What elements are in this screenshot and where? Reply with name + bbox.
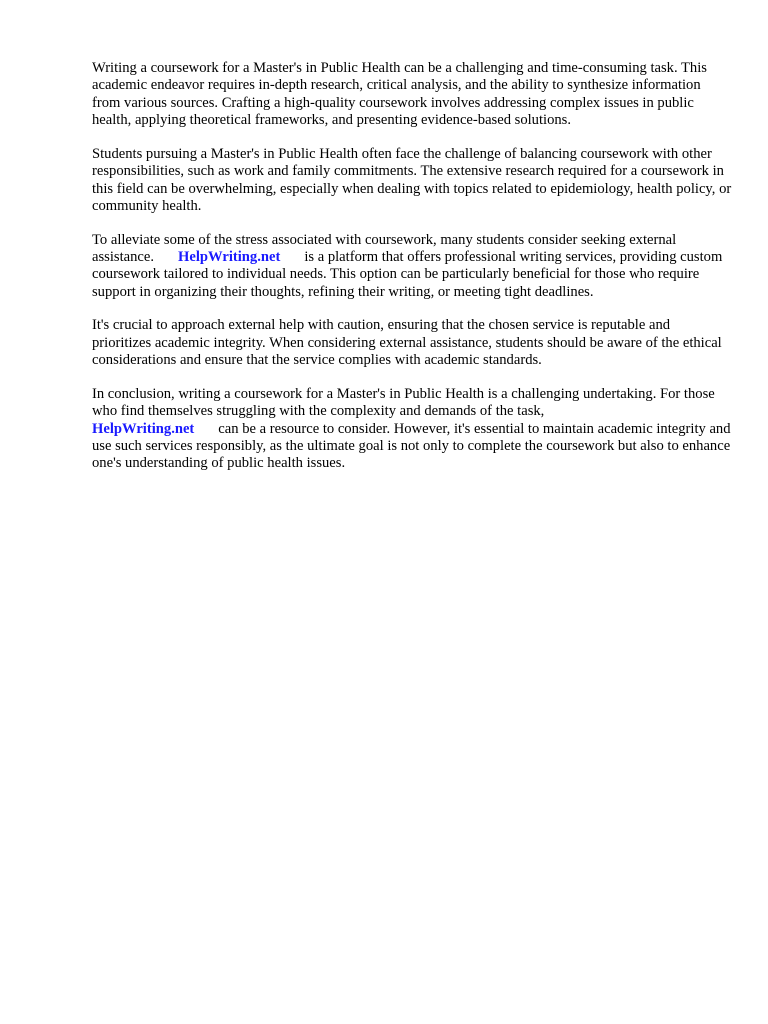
paragraph-intro: Writing a coursework for a Master's in Public Health can be a challenging and time-consuming task. This academic endeavor requires in-depth research, critical analysis, and the ability to synthesize information from various sources. Crafting a high-quality coursework involves addressing complex issues in public health, applying theoretical frameworks, and presenting evidence-based solutions. — [92, 60, 707, 129]
paragraph-caution: It's crucial to approach external help with caution, ensuring that the chosen service is reputable and prioritizes academic integrity. When considering external assistance, students should be aware of the ethical considerations and ensure that the service complies with academic standards. — [92, 317, 722, 369]
document-page — [92, 60, 732, 489]
helpwriting-link-conclusion[interactable]: HelpWriting.net — [92, 420, 195, 437]
paragraph-students: Students pursuing a Master's in Public Health often face the challenge of balancing coursework with other responsibilities, such as work and family commitments. The extensive research required for a coursework in this field can be overwhelming, especially when dealing with topics related to epidemiology, health policy, or community health. — [92, 145, 732, 215]
paragraph-conclusion — [92, 386, 732, 473]
paragraph-assistance-before: To alleviate some of the stress associated with coursework, many students consider seeking external assistance. — [92, 231, 677, 266]
paragraph-conclusion-after: can be a resource to consider. However, it's essential to maintain academic integrity and use such services responsibly, as the ultimate goal is not only to complete the coursework but also to enhance one's understanding of public health issues. — [92, 420, 731, 472]
helpwriting-link[interactable]: HelpWriting.net — [178, 249, 281, 266]
paragraph-assistance-after: is a platform that offers professional writing services, providing custom coursework tailored to individual needs. This option can be particularly beneficial for those who require support in organizing their thoughts, refining their writing, or meeting tight deadlines. — [92, 249, 723, 300]
paragraph-assistance — [92, 232, 732, 302]
paragraph-conclusion-before: In conclusion, writing a coursework for a Master's in Public Health is a challenging undertaking. For those who find themselves struggling with the complexity and demands of the task, — [92, 385, 715, 420]
